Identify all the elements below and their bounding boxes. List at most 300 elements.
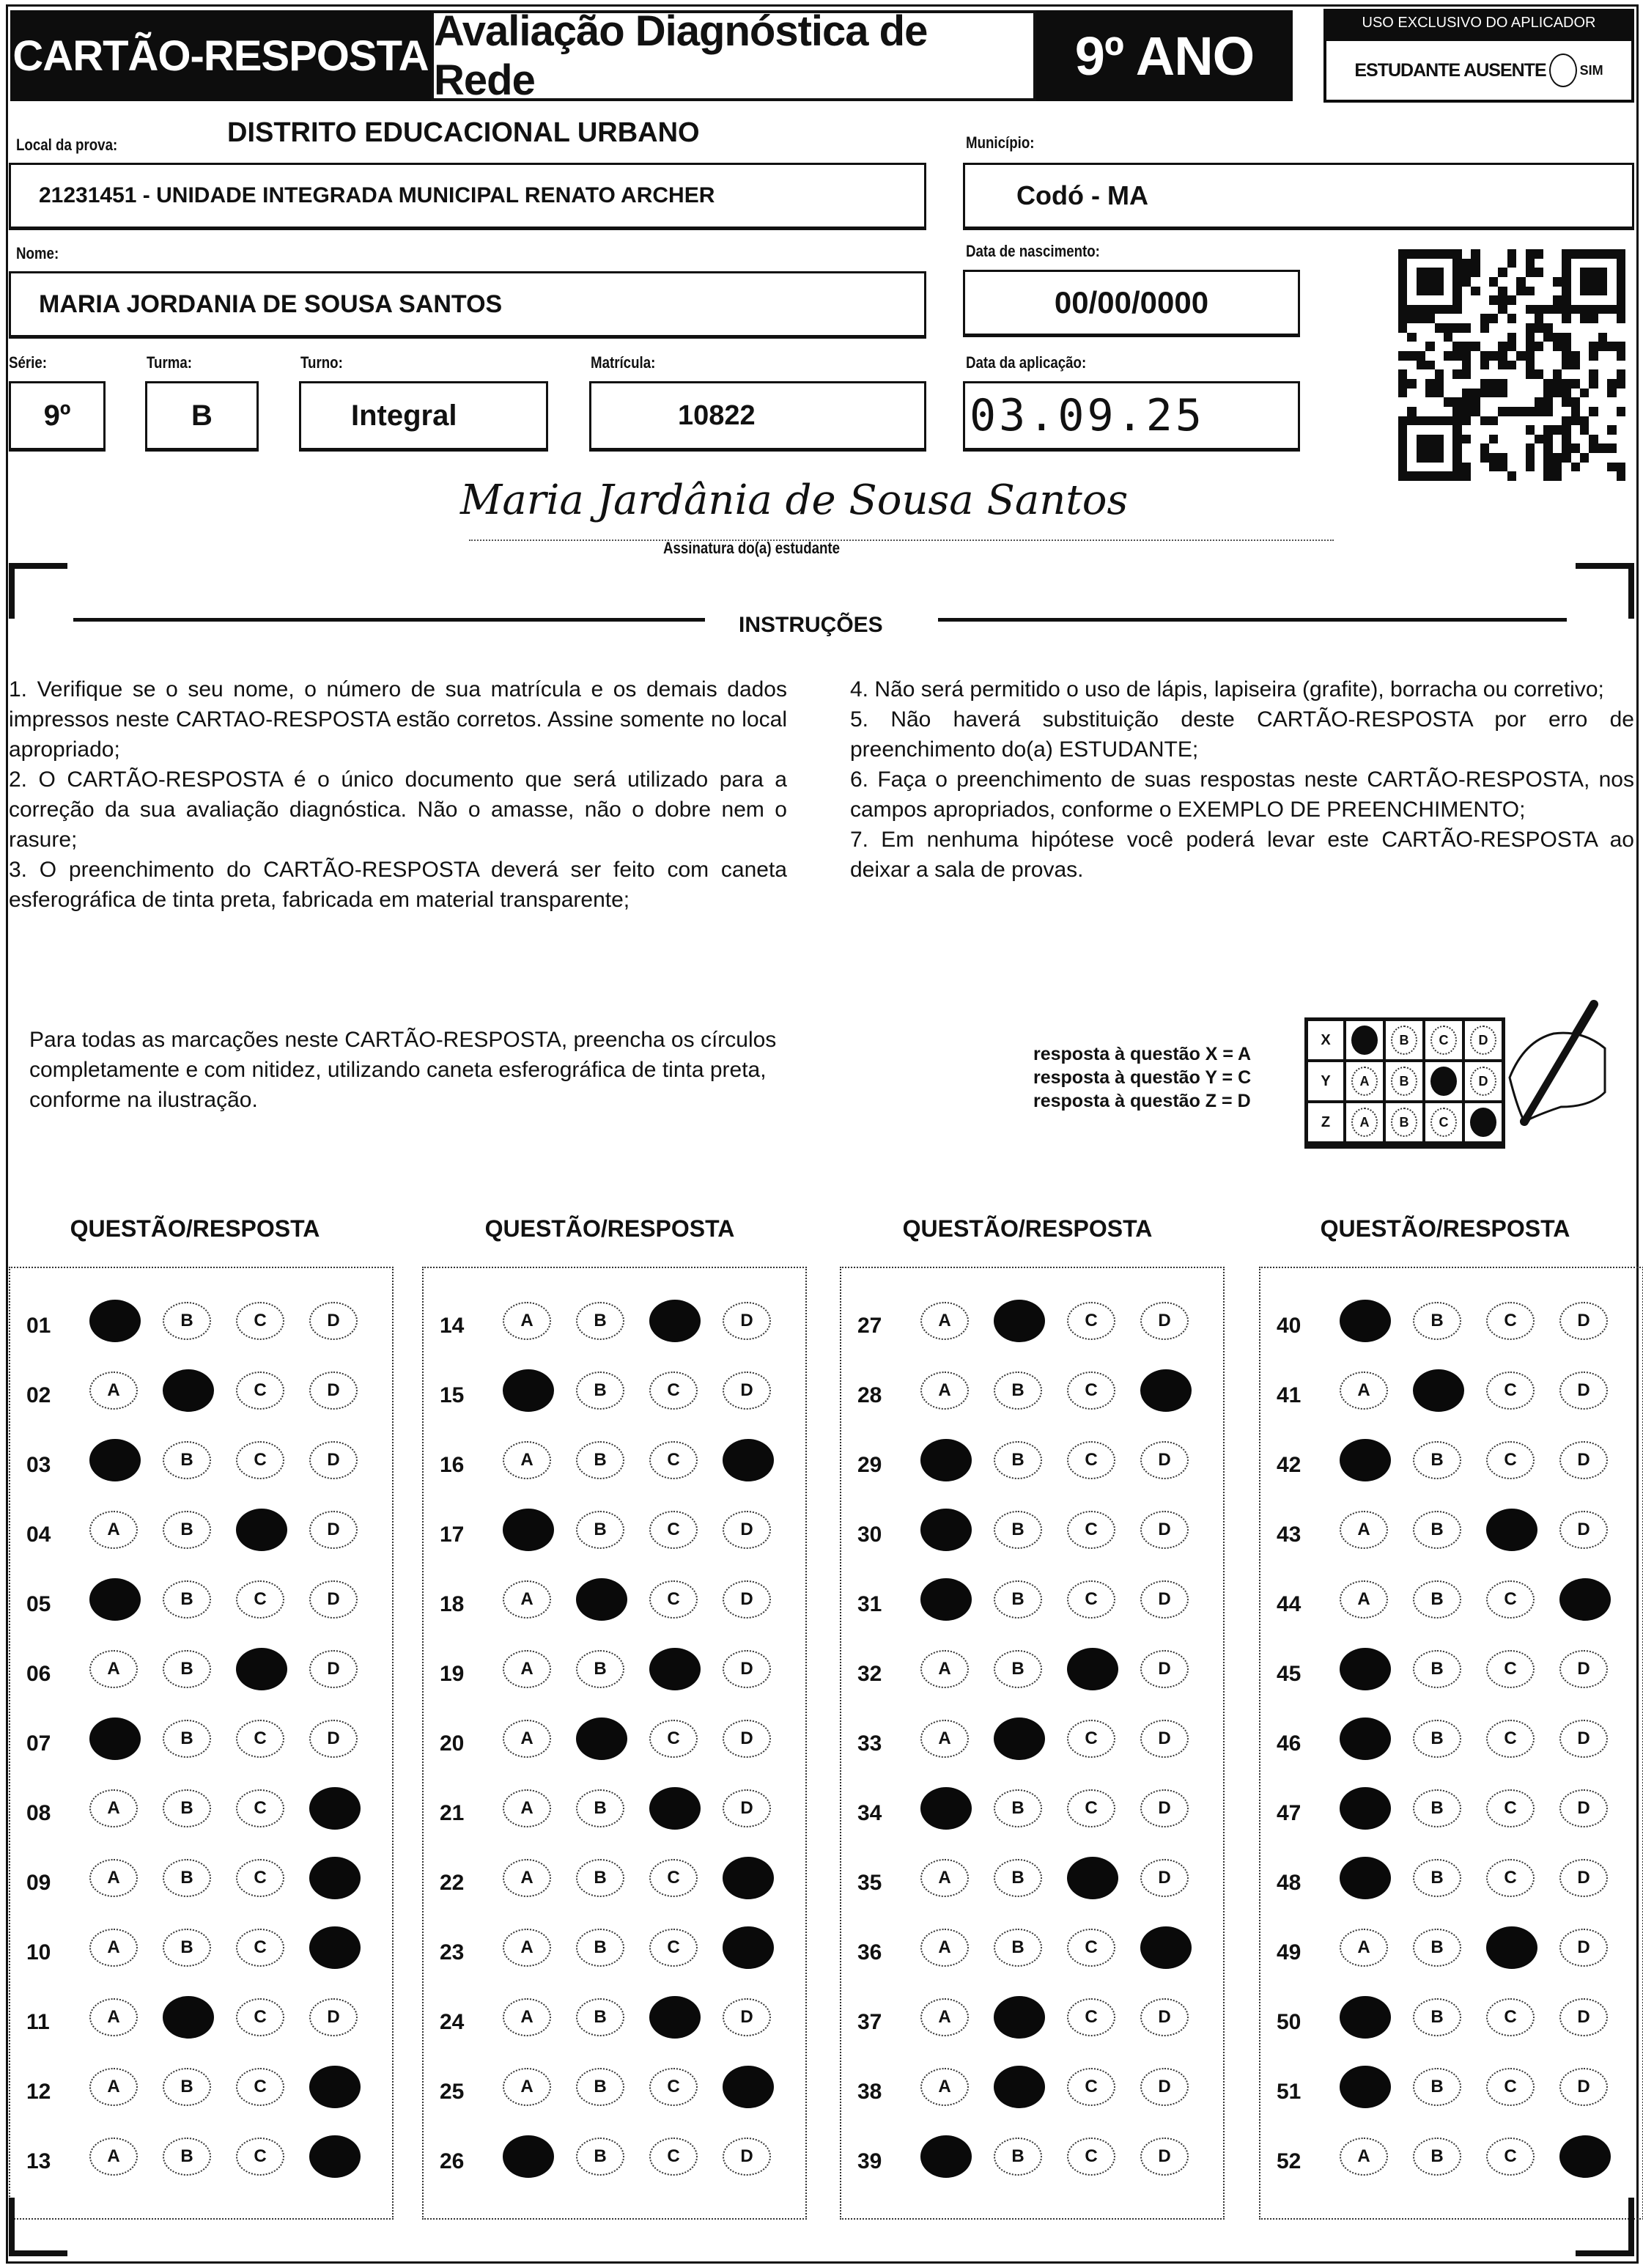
answer-bubble-b[interactable]: B xyxy=(1413,1789,1461,1827)
answer-bubble-a[interactable] xyxy=(920,1509,972,1551)
answer-bubble-b[interactable]: B xyxy=(994,1650,1042,1688)
answer-bubble-b[interactable]: B xyxy=(576,1650,624,1688)
question-row xyxy=(1260,1506,1642,1565)
answer-bubble-a[interactable]: A xyxy=(920,1720,969,1758)
answer-bubble-a[interactable]: A xyxy=(503,1789,551,1827)
question-number: 14 xyxy=(440,1314,465,1338)
question-number: 31 xyxy=(857,1592,882,1616)
answer-bubble-c[interactable]: C xyxy=(1486,1789,1535,1827)
answer-bubble-a[interactable] xyxy=(89,1300,141,1342)
answer-bubble-b[interactable]: B xyxy=(576,1441,624,1479)
answer-bubble-b[interactable]: B xyxy=(576,1859,624,1897)
answer-bubble-c[interactable]: C xyxy=(1486,1580,1535,1619)
answer-bubble-c[interactable]: C xyxy=(1067,2068,1115,2106)
question-number: 25 xyxy=(440,2080,465,2104)
answer-bubble-b[interactable] xyxy=(994,1717,1045,1760)
answer-bubble-a[interactable]: A xyxy=(503,1859,551,1897)
question-number: 11 xyxy=(26,2010,50,2034)
answer-bubble-c[interactable]: C xyxy=(1067,2138,1115,2176)
qr-code xyxy=(1398,249,1625,481)
answer-bubble-b[interactable]: B xyxy=(994,2138,1042,2176)
answer-bubble-a[interactable] xyxy=(1340,1857,1391,1899)
answer-bubble-a[interactable]: A xyxy=(1340,1929,1388,1967)
answer-bubble-a[interactable]: A xyxy=(89,1929,138,1967)
question-number: 32 xyxy=(857,1662,882,1686)
instruction-item: 5. Não haverá substituição deste CARTÃO-RESPOSTA por erro de preenchimento do(a) ESTUDANTE; xyxy=(850,707,1634,762)
answer-bubble-c[interactable]: C xyxy=(236,2138,284,2176)
question-row xyxy=(1260,1924,1642,1983)
answer-bubble-a[interactable] xyxy=(503,2135,554,2178)
answer-bubble-a[interactable] xyxy=(89,1439,141,1481)
question-row xyxy=(841,2063,1223,2122)
answer-bubble-c[interactable]: C xyxy=(1067,1929,1115,1967)
answer-bubble-a[interactable]: A xyxy=(503,1650,551,1688)
answer-bubble-a[interactable] xyxy=(920,1578,972,1621)
answer-bubble-d[interactable]: D xyxy=(309,1720,358,1758)
answer-bubble-c[interactable]: C xyxy=(649,1372,698,1410)
question-row xyxy=(10,1297,392,1356)
question-number: 35 xyxy=(857,1871,882,1895)
question-number: 07 xyxy=(26,1731,51,1756)
answer-bubble-c[interactable] xyxy=(1067,1857,1118,1899)
answer-bubble-a[interactable]: A xyxy=(503,1441,551,1479)
answer-bubble-c[interactable]: C xyxy=(649,1441,698,1479)
question-row xyxy=(1260,1297,1642,1356)
fill-example-grid xyxy=(1304,1017,1505,1149)
answer-bubble-d[interactable]: D xyxy=(723,1580,771,1619)
answer-bubble-a[interactable]: A xyxy=(1340,1580,1388,1619)
example-bubble: C xyxy=(1430,1108,1457,1137)
answer-bubble-d[interactable]: D xyxy=(1140,2138,1189,2176)
answer-bubble-a[interactable] xyxy=(920,1787,972,1830)
answer-bubble-a[interactable]: A xyxy=(503,2068,551,2106)
answer-bubble-b[interactable] xyxy=(576,1717,627,1760)
question-number: 45 xyxy=(1277,1662,1302,1686)
answer-bubble-b[interactable]: B xyxy=(994,1859,1042,1897)
answer-bubble-d[interactable]: D xyxy=(1559,1859,1608,1897)
instruction-item: 1. Verifique se o seu nome, o número de sua matrícula e os demais dados impressos neste CARTAO-RESPOSTA estão corretos. Assine somente no local apropriado; xyxy=(9,677,787,762)
answer-bubble-b[interactable]: B xyxy=(163,2138,211,2176)
answer-bubble-d[interactable]: D xyxy=(1559,1441,1608,1479)
instructions-left xyxy=(9,674,787,915)
answer-bubble-b[interactable]: B xyxy=(1413,1441,1461,1479)
answer-bubble-b[interactable]: B xyxy=(576,1302,624,1340)
answer-bubble-b[interactable] xyxy=(576,1578,627,1621)
question-row xyxy=(1260,1855,1642,1913)
answer-bubble-b[interactable] xyxy=(163,1996,214,2039)
answer-bubble-b[interactable]: B xyxy=(163,2068,211,2106)
answer-bubble-d[interactable] xyxy=(309,1787,361,1830)
answer-bubble-c[interactable]: C xyxy=(236,1580,284,1619)
answer-bubble-c[interactable]: C xyxy=(1486,1720,1535,1758)
answer-bubble-c[interactable]: C xyxy=(236,1302,284,1340)
answer-bubble-d[interactable]: D xyxy=(723,1372,771,1410)
answer-bubble-d[interactable]: D xyxy=(1559,2068,1608,2106)
answer-bubble-d[interactable]: D xyxy=(309,1998,358,2036)
answer-bubble-c[interactable]: C xyxy=(1067,1580,1115,1619)
question-number: 01 xyxy=(26,1314,51,1338)
example-bubble: C xyxy=(1430,1026,1457,1055)
question-number: 38 xyxy=(857,2080,882,2104)
hand-pen-icon xyxy=(1495,997,1634,1144)
exam-location-label: Local da prova: xyxy=(16,136,118,154)
answer-bubble-b[interactable]: B xyxy=(994,1789,1042,1827)
answer-bubble-a[interactable]: A xyxy=(920,1372,969,1410)
answer-bubble-a[interactable]: A xyxy=(1340,1511,1388,1549)
answer-bubble-b[interactable]: B xyxy=(1413,1720,1461,1758)
example-bubble: D xyxy=(1470,1067,1496,1096)
question-row xyxy=(424,1506,805,1565)
answer-bubble-d[interactable]: D xyxy=(1559,1998,1608,2036)
question-number: 06 xyxy=(26,1662,51,1686)
answer-bubble-d[interactable]: D xyxy=(723,1302,771,1340)
answer-bubble-c[interactable]: C xyxy=(1067,1302,1115,1340)
answer-bubble-c[interactable] xyxy=(649,1648,701,1690)
answer-bubble-d[interactable] xyxy=(723,1926,774,1969)
answer-bubble-c[interactable]: C xyxy=(1486,2068,1535,2106)
question-row xyxy=(424,1924,805,1983)
answer-bubble-a[interactable]: A xyxy=(920,1998,969,2036)
column-title: QUESTÃO/RESPOSTA xyxy=(484,1215,735,1242)
question-number: 19 xyxy=(440,1662,465,1686)
application-date-value: 03.09.25 xyxy=(970,390,1205,441)
application-date-field[interactable] xyxy=(963,381,1300,452)
question-row xyxy=(841,1924,1223,1983)
answer-bubble-b[interactable]: B xyxy=(1413,2138,1461,2176)
answer-bubble-a[interactable]: A xyxy=(503,1580,551,1619)
answer-bubble-c[interactable]: C xyxy=(649,1511,698,1549)
answer-bubble-b[interactable] xyxy=(1413,1369,1464,1412)
question-row xyxy=(841,1367,1223,1426)
answer-bubble-a[interactable] xyxy=(1340,1787,1391,1830)
question-row xyxy=(424,1576,805,1635)
exam-title: Avaliação Diagnóstica de Rede xyxy=(431,10,1036,101)
answer-bubble-a[interactable]: A xyxy=(920,1302,969,1340)
answer-bubble-a[interactable] xyxy=(1340,1996,1391,2039)
answer-bubble-b[interactable]: B xyxy=(163,1650,211,1688)
question-number: 16 xyxy=(440,1453,465,1477)
answer-bubble-a[interactable] xyxy=(920,2135,972,2178)
answer-bubble-a[interactable] xyxy=(1340,2066,1391,2108)
answer-bubble-b[interactable] xyxy=(994,1300,1045,1342)
answer-bubble-c[interactable]: C xyxy=(1067,1789,1115,1827)
answer-bubble-c[interactable]: C xyxy=(1486,1302,1535,1340)
answer-bubble-b[interactable]: B xyxy=(163,1929,211,1967)
question-row xyxy=(1260,2133,1642,2192)
answer-bubble-d[interactable] xyxy=(309,1926,361,1969)
answer-bubble-b[interactable]: B xyxy=(994,1511,1042,1549)
question-number: 03 xyxy=(26,1453,51,1477)
answer-bubble-c[interactable]: C xyxy=(236,1929,284,1967)
answer-bubble-d[interactable]: D xyxy=(723,1511,771,1549)
answer-bubble-c[interactable] xyxy=(236,1648,287,1690)
answer-bubble-b[interactable]: B xyxy=(576,2138,624,2176)
answer-bubble-c[interactable]: C xyxy=(236,1789,284,1827)
enrollment-label: Matrícula: xyxy=(591,353,656,372)
question-row xyxy=(1260,1367,1642,1426)
answer-bubble-d[interactable]: D xyxy=(309,1580,358,1619)
answer-bubble-d[interactable]: D xyxy=(1140,2068,1189,2106)
answer-bubble-a[interactable] xyxy=(503,1509,554,1551)
corner-mark-top-left-v xyxy=(9,563,15,619)
question-number: 33 xyxy=(857,1731,882,1756)
answer-bubble-b[interactable]: B xyxy=(1413,1859,1461,1897)
answer-bubble-d[interactable]: D xyxy=(1559,1720,1608,1758)
shift-value: Integral xyxy=(351,399,457,432)
answer-bubble-b[interactable]: B xyxy=(1413,2068,1461,2106)
answer-bubble-d[interactable] xyxy=(1140,1369,1192,1412)
answer-bubble-d[interactable]: D xyxy=(309,1441,358,1479)
corner-mark-top-right xyxy=(1576,563,1634,569)
question-row xyxy=(424,1715,805,1774)
answer-bubble-a[interactable]: A xyxy=(89,2138,138,2176)
answer-bubble-d[interactable]: D xyxy=(1140,1720,1189,1758)
answer-bubble-a[interactable]: A xyxy=(920,1650,969,1688)
answer-bubble-d[interactable]: D xyxy=(723,1789,771,1827)
answer-bubble-d[interactable] xyxy=(309,2066,361,2108)
answer-bubble-c[interactable] xyxy=(649,1787,701,1830)
answer-bubble-b[interactable]: B xyxy=(576,1929,624,1967)
question-number: 37 xyxy=(857,2010,882,2034)
answer-bubble-b[interactable]: B xyxy=(576,1998,624,2036)
example-row-label: Y xyxy=(1307,1061,1345,1102)
absent-checkbox[interactable] xyxy=(1549,54,1577,87)
answer-bubble-a[interactable] xyxy=(503,1369,554,1412)
answer-bubble-a[interactable]: A xyxy=(920,2068,969,2106)
answer-bubble-a[interactable]: A xyxy=(89,1650,138,1688)
name-field xyxy=(9,271,926,339)
question-row xyxy=(424,2063,805,2122)
answer-column-3 xyxy=(840,1267,1225,2220)
answer-bubble-c[interactable]: C xyxy=(1486,1859,1535,1897)
answer-bubble-d[interactable] xyxy=(723,1439,774,1481)
answer-bubble-c[interactable] xyxy=(236,1509,287,1551)
answer-bubble-b[interactable]: B xyxy=(1413,1929,1461,1967)
grade-value: 9º xyxy=(43,399,71,432)
answer-bubble-a[interactable]: A xyxy=(503,1720,551,1758)
answer-bubble-b[interactable] xyxy=(994,2066,1045,2108)
answer-bubble-b[interactable]: B xyxy=(1413,1580,1461,1619)
answer-bubble-c[interactable]: C xyxy=(649,2138,698,2176)
answer-bubble-d[interactable] xyxy=(723,1857,774,1899)
answer-bubble-b[interactable]: B xyxy=(163,1720,211,1758)
answer-bubble-b[interactable]: B xyxy=(163,1441,211,1479)
answer-bubble-d[interactable]: D xyxy=(309,1302,358,1340)
answer-bubble-c[interactable]: C xyxy=(236,1859,284,1897)
question-row xyxy=(1260,1994,1642,2052)
answer-bubble-c[interactable] xyxy=(1486,1509,1537,1551)
answer-bubble-c[interactable]: C xyxy=(236,1720,284,1758)
question-row xyxy=(424,1297,805,1356)
class-field xyxy=(145,381,259,452)
answer-bubble-d[interactable]: D xyxy=(1140,1580,1189,1619)
answer-bubble-b[interactable] xyxy=(994,1996,1045,2039)
answer-bubble-b[interactable]: B xyxy=(163,1302,211,1340)
answer-bubble-d[interactable]: D xyxy=(309,1511,358,1549)
answer-bubble-c[interactable] xyxy=(649,1300,701,1342)
answer-bubble-a[interactable] xyxy=(1340,1439,1391,1481)
answer-bubble-c[interactable]: C xyxy=(236,2068,284,2106)
answer-bubble-d[interactable]: D xyxy=(1559,1929,1608,1967)
answer-bubble-c[interactable]: C xyxy=(236,1372,284,1410)
answer-bubble-d[interactable]: D xyxy=(1140,1789,1189,1827)
answer-bubble-d[interactable] xyxy=(723,2066,774,2108)
answer-bubble-a[interactable]: A xyxy=(89,1511,138,1549)
answer-bubble-c[interactable]: C xyxy=(1486,2138,1535,2176)
question-row xyxy=(841,1437,1223,1495)
answer-bubble-d[interactable]: D xyxy=(1140,1650,1189,1688)
answer-bubble-a[interactable]: A xyxy=(920,1929,969,1967)
answer-bubble-c[interactable]: C xyxy=(1067,1511,1115,1549)
column-title: QUESTÃO/RESPOSTA xyxy=(1320,1215,1570,1242)
question-row xyxy=(841,1715,1223,1774)
answer-bubble-d[interactable]: D xyxy=(309,1650,358,1688)
answer-bubble-b[interactable]: B xyxy=(163,1580,211,1619)
answer-bubble-c[interactable]: C xyxy=(649,2068,698,2106)
example-bubble xyxy=(1351,1026,1378,1055)
answer-bubble-a[interactable] xyxy=(1340,1648,1391,1690)
answer-bubble-b[interactable]: B xyxy=(1413,1650,1461,1688)
answer-bubble-b[interactable]: B xyxy=(576,1789,624,1827)
answer-bubble-a[interactable]: A xyxy=(89,1789,138,1827)
shift-label: Turno: xyxy=(300,353,343,372)
answer-bubble-d[interactable]: D xyxy=(1140,1998,1189,2036)
grade-field xyxy=(9,381,106,452)
answer-bubble-a[interactable]: A xyxy=(89,2068,138,2106)
corner-mark-top-left xyxy=(9,563,67,569)
answer-bubble-c[interactable]: C xyxy=(649,1859,698,1897)
question-number: 52 xyxy=(1277,2149,1302,2173)
answer-bubble-b[interactable] xyxy=(163,1369,214,1412)
answer-bubble-a[interactable]: A xyxy=(503,1302,551,1340)
answer-bubble-d[interactable]: D xyxy=(1559,1302,1608,1340)
answer-bubble-b[interactable]: B xyxy=(163,1511,211,1549)
answer-bubble-b[interactable]: B xyxy=(576,1511,624,1549)
answer-bubble-a[interactable] xyxy=(89,1717,141,1760)
answer-bubble-a[interactable]: A xyxy=(1340,2138,1388,2176)
answer-bubble-c[interactable]: C xyxy=(1486,1372,1535,1410)
answer-bubble-d[interactable]: D xyxy=(723,1998,771,2036)
answer-bubble-c[interactable]: C xyxy=(236,1998,284,2036)
answer-bubble-a[interactable]: A xyxy=(89,1372,138,1410)
answer-bubble-c[interactable] xyxy=(1486,1926,1537,1969)
answer-bubble-b[interactable]: B xyxy=(1413,1302,1461,1340)
exam-location-value: 21231451 - UNIDADE INTEGRADA MUNICIPAL RENATO ARCHER xyxy=(39,183,715,207)
instruction-item: 4. Não será permitido o uso de lápis, lapiseira (grafite), borracha ou corretivo; xyxy=(850,677,1604,702)
answer-bubble-c[interactable]: C xyxy=(649,1580,698,1619)
student-signature[interactable]: Maria Jardânia de Sousa Santos xyxy=(460,476,1129,524)
answer-bubble-a[interactable]: A xyxy=(89,1998,138,2036)
answer-bubble-b[interactable]: B xyxy=(163,1859,211,1897)
answer-bubble-b[interactable]: B xyxy=(994,1929,1042,1967)
answer-bubble-b[interactable]: B xyxy=(994,1372,1042,1410)
question-number: 28 xyxy=(857,1383,882,1407)
answer-bubble-c[interactable]: C xyxy=(1067,1998,1115,2036)
answer-bubble-b[interactable]: B xyxy=(1413,1511,1461,1549)
question-row xyxy=(10,2133,392,2192)
signature-line xyxy=(469,540,1334,541)
name-label: Nome: xyxy=(16,244,59,262)
question-row xyxy=(424,1437,805,1495)
answer-bubble-b[interactable]: B xyxy=(994,1441,1042,1479)
answer-bubble-d[interactable]: D xyxy=(723,1650,771,1688)
question-row xyxy=(841,1576,1223,1635)
answer-bubble-a[interactable] xyxy=(1340,1300,1391,1342)
answer-bubble-d[interactable]: D xyxy=(1559,1372,1608,1410)
example-bubble: B xyxy=(1391,1026,1417,1055)
answer-bubble-b[interactable]: B xyxy=(163,1789,211,1827)
answer-bubble-d[interactable] xyxy=(309,2135,361,2178)
question-number: 17 xyxy=(440,1523,465,1547)
answer-column-4 xyxy=(1259,1267,1643,2220)
example-cell xyxy=(1424,1102,1463,1143)
answer-bubble-c[interactable]: C xyxy=(649,1929,698,1967)
example-cell xyxy=(1345,1102,1384,1143)
answer-bubble-a[interactable]: A xyxy=(1340,1372,1388,1410)
answer-bubble-c[interactable]: C xyxy=(1067,1720,1115,1758)
absent-label: ESTUDANTE AUSENTE xyxy=(1354,59,1546,81)
answer-bubble-b[interactable]: B xyxy=(994,1580,1042,1619)
answer-bubble-c[interactable]: C xyxy=(1067,1372,1115,1410)
answer-bubble-a[interactable] xyxy=(1340,1717,1391,1760)
answer-bubble-d[interactable]: D xyxy=(1559,1789,1608,1827)
answer-bubble-d[interactable]: D xyxy=(1140,1859,1189,1897)
answer-bubble-c[interactable]: C xyxy=(1486,1441,1535,1479)
answer-bubble-c[interactable] xyxy=(649,1996,701,2039)
answer-bubble-a[interactable]: A xyxy=(89,1859,138,1897)
answer-bubble-d[interactable]: D xyxy=(723,1720,771,1758)
answer-bubble-d[interactable]: D xyxy=(723,2138,771,2176)
corner-mark-bottom-right-v xyxy=(1628,2198,1634,2256)
question-number: 39 xyxy=(857,2149,882,2173)
answer-bubble-a[interactable]: A xyxy=(503,1929,551,1967)
answer-bubble-d[interactable]: D xyxy=(1140,1511,1189,1549)
answer-bubble-d[interactable] xyxy=(1140,1926,1192,1969)
question-number: 43 xyxy=(1277,1523,1302,1547)
answer-bubble-d[interactable]: D xyxy=(309,1372,358,1410)
question-number: 26 xyxy=(440,2149,465,2173)
answer-bubble-d[interactable] xyxy=(1559,2135,1611,2178)
question-row xyxy=(424,1785,805,1844)
card-title: CARTÃO-RESPOSTA xyxy=(10,10,431,101)
answer-bubble-d[interactable]: D xyxy=(1559,1511,1608,1549)
answer-bubble-c[interactable] xyxy=(1067,1648,1118,1690)
answer-bubble-a[interactable]: A xyxy=(503,1998,551,2036)
corner-mark-top-right-v xyxy=(1628,563,1634,619)
answer-bubble-c[interactable]: C xyxy=(1486,1998,1535,2036)
answer-bubble-d[interactable] xyxy=(1559,1578,1611,1621)
answer-bubble-a[interactable] xyxy=(89,1578,141,1621)
answer-bubble-a[interactable] xyxy=(920,1439,972,1481)
answer-bubble-c[interactable]: C xyxy=(1486,1650,1535,1688)
answer-bubble-b[interactable]: B xyxy=(576,2068,624,2106)
answer-bubble-b[interactable]: B xyxy=(1413,1998,1461,2036)
answer-bubble-d[interactable]: D xyxy=(1140,1302,1189,1340)
question-number: 29 xyxy=(857,1453,882,1477)
birthdate-field xyxy=(963,270,1300,337)
answer-bubble-c[interactable]: C xyxy=(649,1720,698,1758)
question-row xyxy=(1260,1437,1642,1495)
answer-bubble-c[interactable]: C xyxy=(236,1441,284,1479)
answer-bubble-d[interactable]: D xyxy=(1559,1650,1608,1688)
answer-bubble-d[interactable] xyxy=(309,1857,361,1899)
exam-location-field xyxy=(9,163,926,230)
answer-bubble-b[interactable]: B xyxy=(576,1372,624,1410)
example-cell xyxy=(1384,1020,1424,1061)
answer-bubble-d[interactable]: D xyxy=(1140,1441,1189,1479)
answer-bubble-a[interactable]: A xyxy=(920,1859,969,1897)
answer-bubble-c[interactable]: C xyxy=(1067,1441,1115,1479)
